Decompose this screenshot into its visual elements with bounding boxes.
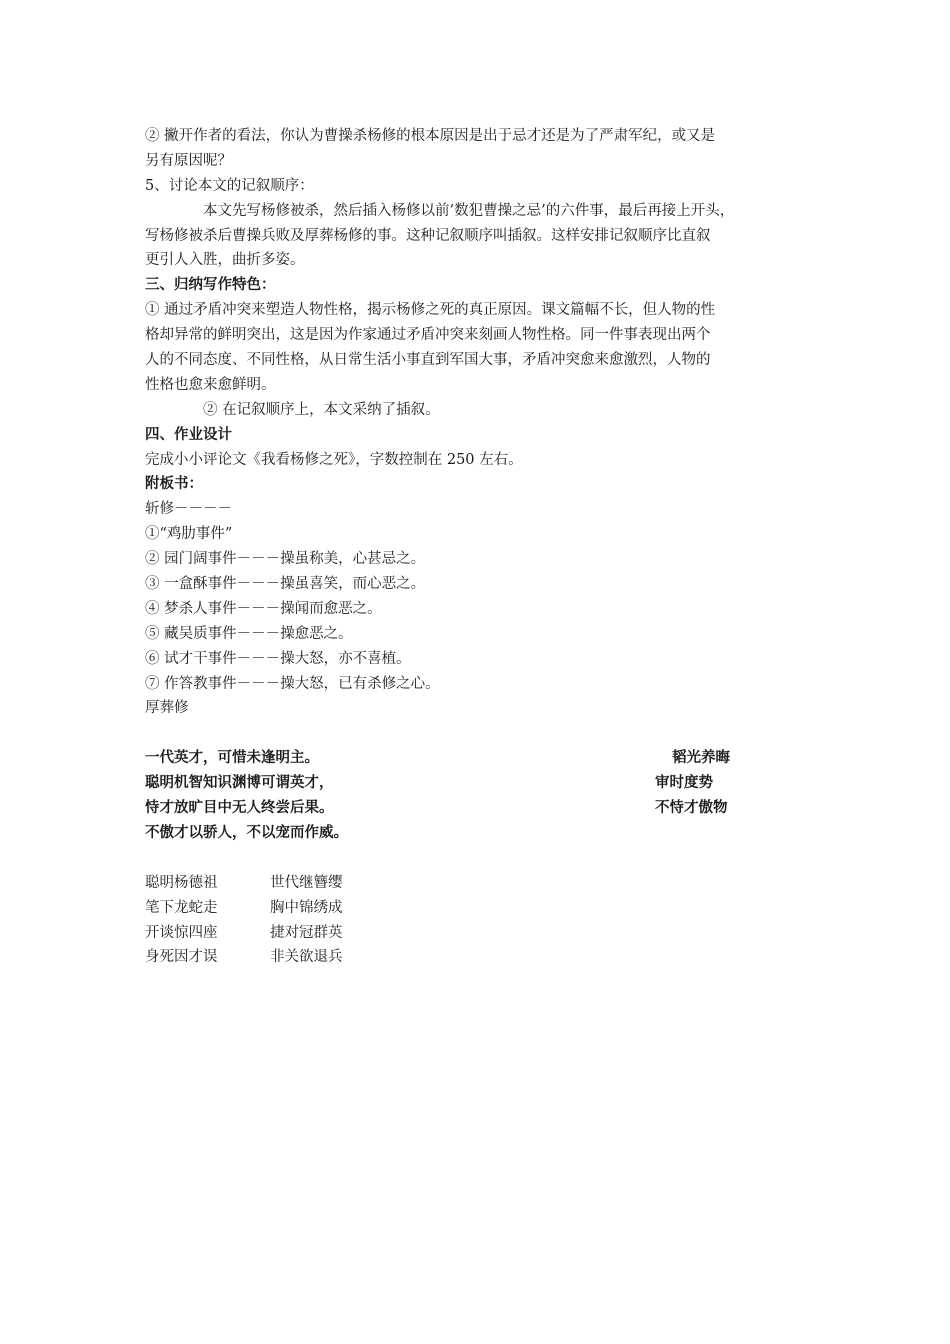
board-item: 厚葬修 [145, 700, 189, 717]
section3-point1-line-2: 格却异常的鲜明突出，这是因为作家通过矛盾冲突来刻画人物性格。同一件事表现出两个 [145, 327, 711, 344]
summary-left-1: 一代英才，可惜未逢明主。 [145, 750, 319, 767]
sequence-heading: 5、讨论本文的记叙顺序： [145, 177, 314, 194]
poem-line: 笔下龙蛇走 [145, 899, 218, 916]
poem-row [145, 896, 825, 921]
board-item: 斩修－－－－ [145, 501, 232, 518]
summary-row-1 [145, 746, 825, 771]
summary-right-2: 审时度势 [655, 775, 713, 792]
poem-line: 聪明杨德祖 [145, 874, 218, 891]
board-item: ⑦ 作答教事件－－－操大怒，已有杀修之心。 [145, 675, 440, 692]
spacer [145, 721, 825, 746]
summary-right-3: 不恃才傲物 [655, 800, 728, 817]
board-item: ③ 一盒酥事件－－－操虽喜笑，而心恶之。 [145, 576, 426, 593]
poem-line: 开谈惊四座 [145, 924, 218, 941]
sequence-para-line-3: 更引人入胜，曲折多姿。 [145, 252, 305, 269]
summary-left-4: 不傲才以骄人，不以宠而作威。 [145, 824, 348, 841]
spacer [145, 846, 825, 871]
summary-row-4 [145, 821, 825, 846]
document-page [145, 124, 825, 970]
section4-heading: 四、作业设计 [145, 426, 232, 443]
section3-point1-line-1: ① 通过矛盾冲突来塑造人物性格，揭示杨修之死的真正原因。课文篇幅不长，但人物的性 [145, 302, 716, 319]
board-item: ② 园门阔事件－－－操虽称美，心甚忌之。 [145, 551, 426, 568]
poem-line: 胸中锦绣成 [270, 899, 343, 916]
summary-left-3: 恃才放旷目中无人终尝后果。 [145, 800, 334, 817]
poem-row [145, 945, 825, 970]
poem-row [145, 871, 825, 896]
board-item: ①“鸡肋事件” [145, 526, 233, 543]
board-item: ⑤ 藏吴质事件－－－操愈恶之。 [145, 625, 353, 642]
poem-line: 非关欲退兵 [270, 949, 343, 966]
section4-task: 完成小小评论文《我看杨修之死》，字数控制在 250 左右。 [145, 451, 523, 468]
section3-point2: ② 在记叙顺序上，本文采纳了插叙。 [203, 401, 440, 418]
board-heading: 附板书： [145, 476, 203, 493]
summary-row-2 [145, 771, 825, 796]
discussion-q2-line-2: 另有原因呢？ [145, 152, 232, 169]
section3-point1-line-3: 人的不同态度、不同性格，从日常生活小事直到军国大事，矛盾冲突愈来愈激烈，人物的 [145, 352, 711, 369]
section3-heading: 三、归纳写作特色： [145, 277, 276, 294]
sequence-para-line-1: 本文先写杨修被杀，然后插入杨修以前’数犯曹操之忌’的六件事，最后再接上开头， [203, 202, 735, 219]
poem-line: 身死因才误 [145, 949, 218, 966]
summary-right-1: 韬光养晦 [672, 750, 730, 767]
board-item: ④ 梦杀人事件－－－操闻而愈恶之。 [145, 600, 382, 617]
discussion-q2-line-1: ② 撇开作者的看法，你认为曹操杀杨修的根本原因是出于忌才还是为了严肃军纪，或又是 [145, 128, 716, 144]
poem-line: 世代继簪缨 [270, 874, 343, 891]
summary-row-3 [145, 796, 825, 821]
sequence-para-line-2: 写杨修被杀后曹操兵败及厚葬杨修的事。这种记叙顺序叫插叙。这样安排记叙顺序比直叙 [145, 227, 711, 244]
board-item: ⑥ 试才干事件－－－操大怒，亦不喜植。 [145, 650, 411, 667]
poem-row [145, 921, 825, 946]
summary-left-2: 聪明机智知识渊博可谓英才， [145, 775, 334, 792]
poem-line: 捷对冠群英 [270, 924, 343, 941]
section3-point1-line-4: 性格也愈来愈鲜明。 [145, 376, 276, 393]
